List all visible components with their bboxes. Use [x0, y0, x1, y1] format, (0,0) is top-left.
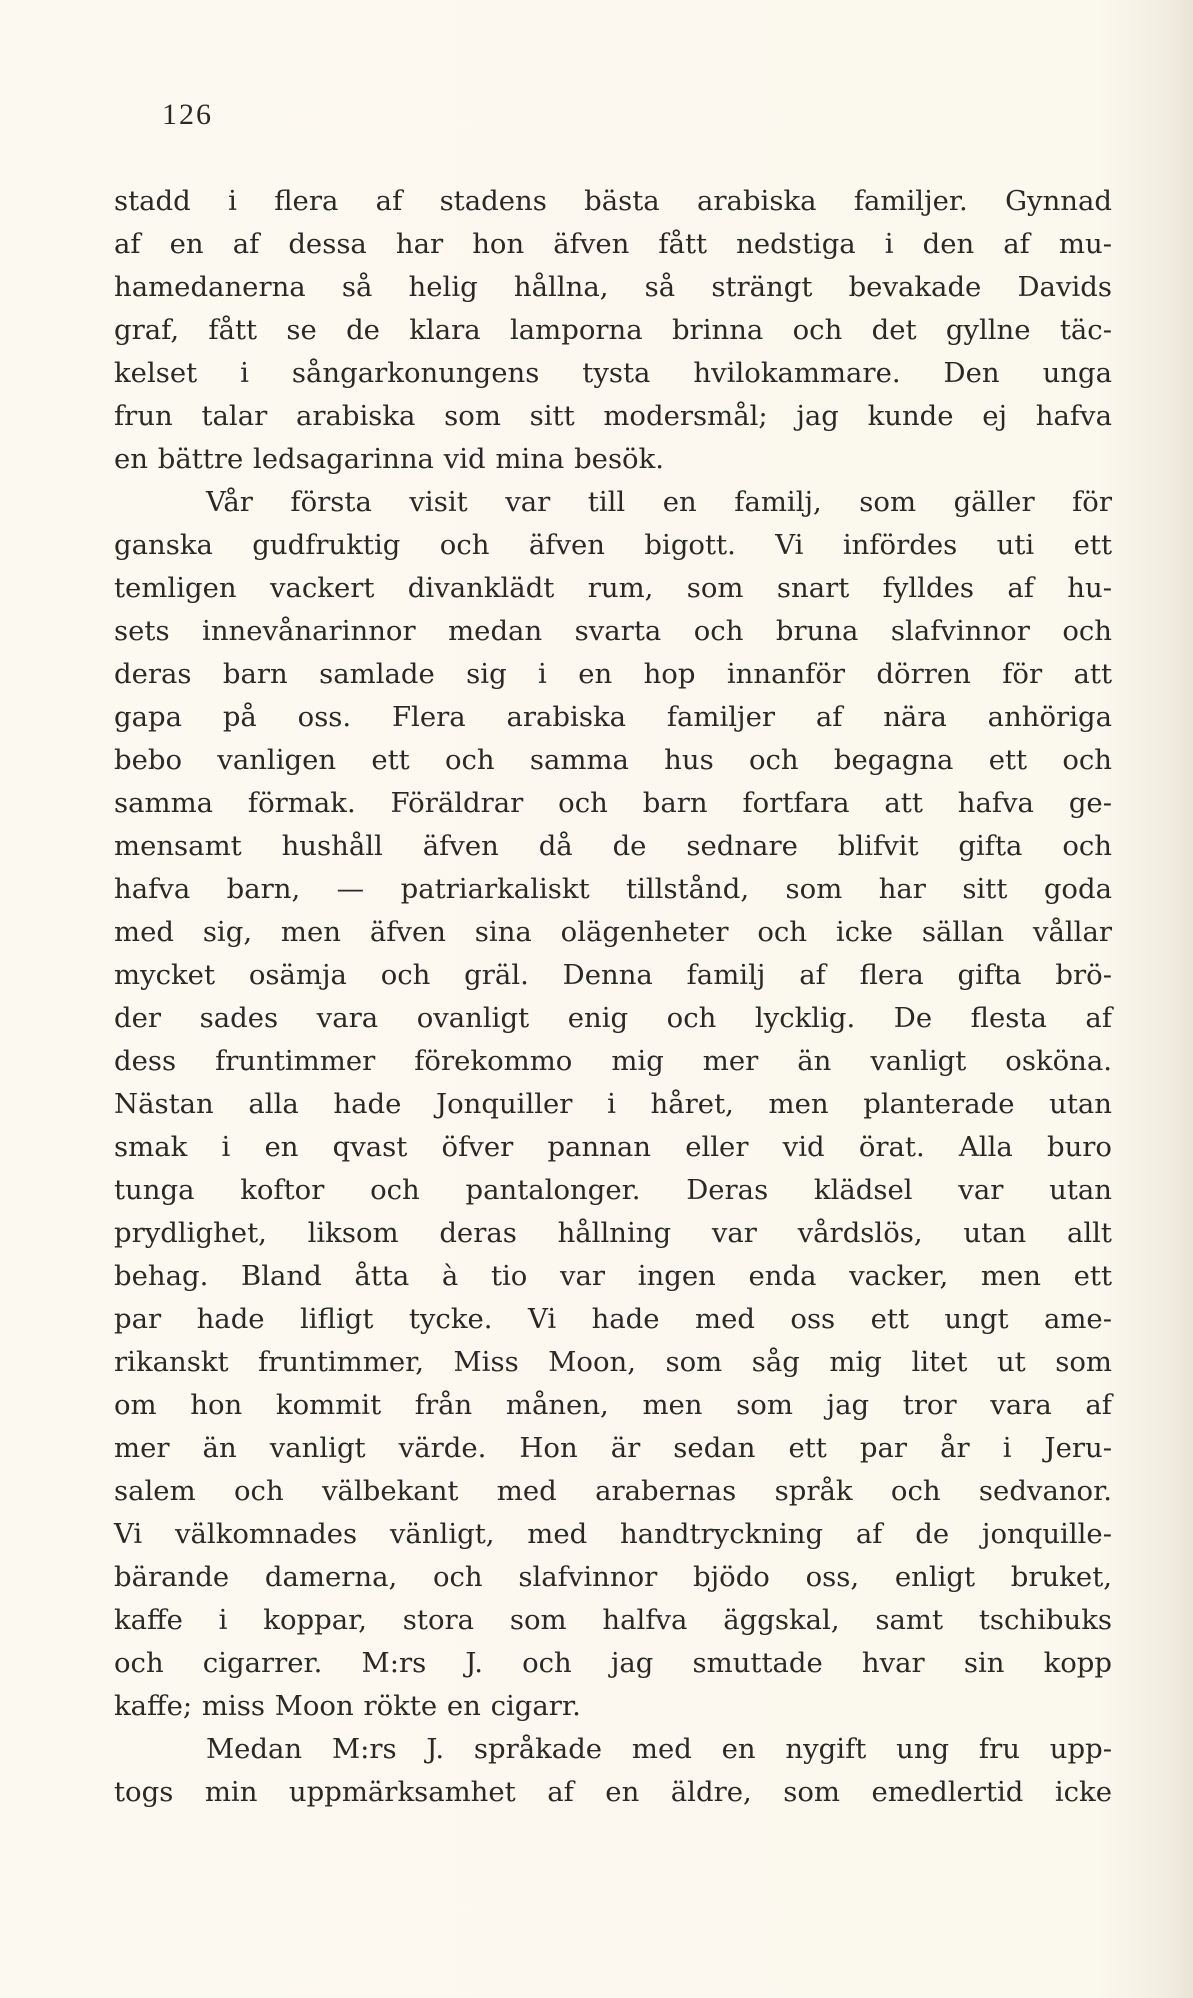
text-line: Vår första visit var till en familj, som gäller för	[206, 486, 1112, 518]
text-line: Medan M:rs J. språkade med en nygift ung fru upp-	[206, 1733, 1112, 1765]
page-number: 126	[162, 98, 213, 131]
text-line: par hade lifligt tycke. Vi hade med oss ett ungt ame-	[114, 1303, 1112, 1335]
text-line: temligen vackert divanklädt rum, som snart fylldes af hu-	[114, 572, 1112, 604]
text-line: behag. Bland åtta à tio var ingen enda vacker, men ett	[114, 1260, 1112, 1292]
text-line: bärande damerna, och slafvinnor bjödo oss, enligt bruket,	[114, 1561, 1112, 1593]
text-line: af en af dessa har hon äfven fått nedstiga i den af mu-	[114, 228, 1112, 260]
text-line: bebo vanligen ett och samma hus och begagna ett och	[114, 744, 1112, 776]
text-line: der sades vara ovanligt enig och lycklig. De flesta af	[114, 1002, 1112, 1034]
text-line: ganska gudfruktig och äfven bigott. Vi infördes uti ett	[114, 529, 1112, 561]
text-line: kaffe i koppar, stora som halfva äggskal, samt tschibuks	[114, 1604, 1112, 1636]
text-line: gapa på oss. Flera arabiska familjer af nära anhöriga	[114, 701, 1112, 733]
text-line: frun talar arabiska som sitt modersmål; jag kunde ej hafva	[114, 400, 1112, 432]
text-line: graf, fått se de klara lamporna brinna och det gyllne täc-	[114, 314, 1112, 346]
text-line: tunga koftor och pantalonger. Deras klädsel var utan	[114, 1174, 1112, 1206]
text-line: hamedanerna så helig hållna, så strängt bevakade Davids	[114, 271, 1112, 303]
text-line: prydlighet, liksom deras hållning var vårdslös, utan allt	[114, 1217, 1112, 1249]
text-line: kelset i sångarkonungens tysta hvilokammare. Den unga	[114, 357, 1112, 389]
text-line: Nästan alla hade Jonquiller i håret, men planterade utan	[114, 1088, 1112, 1120]
body-text	[114, 180, 1112, 1814]
text-line: dess fruntimmer förekommo mig mer än vanligt osköna.	[114, 1045, 1112, 1077]
text-line: deras barn samlade sig i en hop innanför dörren för att	[114, 658, 1112, 690]
text-line: med sig, men äfven sina olägenheter och icke sällan vållar	[114, 916, 1112, 948]
text-line: Vi välkomnades vänligt, med handtryckning af de jonquille-	[114, 1518, 1112, 1550]
text-line: en bättre ledsagarinna vid mina besök.	[114, 443, 665, 475]
text-line: mycket osämja och gräl. Denna familj af flera gifta brö-	[114, 959, 1112, 991]
text-line: mensamt hushåll äfven då de sednare blifvit gifta och	[114, 830, 1112, 862]
text-line: smak i en qvast öfver pannan eller vid örat. Alla buro	[114, 1131, 1112, 1163]
text-line: och cigarrer. M:rs J. och jag smuttade hvar sin kopp	[114, 1647, 1112, 1679]
text-line: salem och välbekant med arabernas språk och sedvanor.	[114, 1475, 1112, 1507]
text-line: hafva barn, — patriarkaliskt tillstånd, som har sitt goda	[114, 873, 1112, 905]
text-line: sets innevånarinnor medan svarta och bruna slafvinnor och	[114, 615, 1112, 647]
text-line: om hon kommit från månen, men som jag tror vara af	[114, 1389, 1112, 1421]
text-line: samma förmak. Föräldrar och barn fortfara att hafva ge-	[114, 787, 1112, 819]
text-line: stadd i flera af stadens bästa arabiska familjer. Gynnad	[114, 185, 1112, 217]
text-line: togs min uppmärksamhet af en äldre, som emedlertid icke	[114, 1776, 1112, 1808]
text-line: rikanskt fruntimmer, Miss Moon, som såg mig litet ut som	[114, 1346, 1112, 1378]
text-line: kaffe; miss Moon rökte en cigarr.	[114, 1690, 581, 1722]
text-line: mer än vanligt värde. Hon är sedan ett par år i Jeru-	[114, 1432, 1112, 1464]
